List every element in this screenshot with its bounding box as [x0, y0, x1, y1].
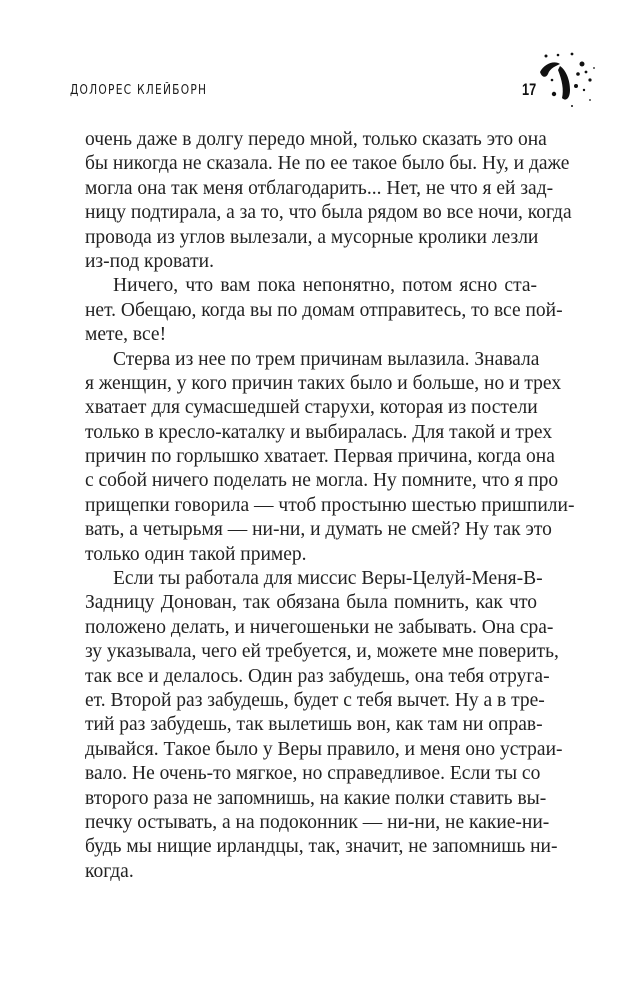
text-line: бы никогда не сказала. Не по ее такое было бы. Ну, и даже [85, 153, 570, 175]
text-line: ет. Второй раз забудешь, будет с тебя вычет. Ну а в тре- [85, 689, 545, 711]
text-line: причин по горлышко хватает. Первая причина, когда она [85, 446, 555, 468]
text-line: я женщин, у кого причин таких было и больше, но и трех [85, 372, 562, 394]
text-line: только один такой пример. [85, 543, 307, 565]
text-line: второго раза не запомнишь, на какие полки ставить вы- [85, 787, 547, 809]
text-line: только в кресло-каталку и выбиралась. Для такой и трех [85, 421, 553, 443]
text-line: мете, все! [85, 324, 167, 346]
text-line: хватает для сумасшедшей старухи, которая из постели [85, 397, 538, 419]
text-line: печку остывать, а на подоконник — ни-ни, не какие-ни- [85, 811, 550, 833]
text-line: тий раз забудешь, так вылетишь вон, как там ни оправ- [85, 714, 543, 736]
text-line: вать, а четырьмя — ни-ни, и думать не смей? Ну так это [85, 519, 552, 541]
text-line: очень даже в долгу передо мной, только сказать это она [85, 129, 547, 150]
text-line: провода из углов вылезали, а мусорные кролики лезли [85, 226, 539, 248]
text-line: ницу подтирала, а за то, что была рядом во все ночи, когда [85, 202, 572, 224]
text-line: прищепки говорила — чтоб простыню шестью пришпили- [85, 494, 575, 516]
text-line: Если ты работала для миссис Веры-Целуй-Меня-В- [113, 568, 543, 590]
text-line: могла она так меня отблагодарить... Нет, не что я ей зад- [85, 177, 554, 199]
text-line: будь мы нищие ирландцы, так, значит, не запомнишь ни- [85, 836, 558, 858]
text-line: зу указывала, чего ей требуется, и, можете мне поверить, [85, 641, 559, 663]
ink-splatter-icon [532, 50, 612, 110]
paragraph [85, 567, 563, 884]
text-line: Задницу Донован, так обязана была помнить, как что [85, 592, 537, 614]
text-line: нет. Обещаю, когда вы по домам отправитесь, то все пой- [85, 299, 563, 321]
text-line: Стерва из нее по трем причинам вылазила. Знавала [113, 348, 540, 370]
body-text [85, 128, 575, 884]
text-line: из-под кровати. [85, 250, 214, 272]
page-number: 17 [522, 80, 537, 99]
paragraph [85, 348, 575, 568]
text-line: так все и делалось. Один раз забудешь, она тебя отруга- [85, 665, 550, 687]
text-line: положено делать, и ничегошеньки не забывать. Она сра- [85, 616, 554, 638]
text-line: вало. Не очень-то мягкое, но справедливое. Если ты со [85, 763, 541, 785]
text-line: Ничего, что вам пока непонятно, потом ясно ста- [113, 275, 537, 297]
running-title: ДОЛОРЕС КЛЕЙБОРН [70, 83, 208, 98]
text-line: с собой ничего поделать не могла. Ну помните, что я про [85, 470, 559, 492]
paragraph [85, 274, 563, 347]
paragraph [85, 128, 572, 274]
text-line: дывайся. Такое было у Веры правило, и меня оно устраи- [85, 738, 563, 760]
text-line: когда. [85, 860, 134, 882]
